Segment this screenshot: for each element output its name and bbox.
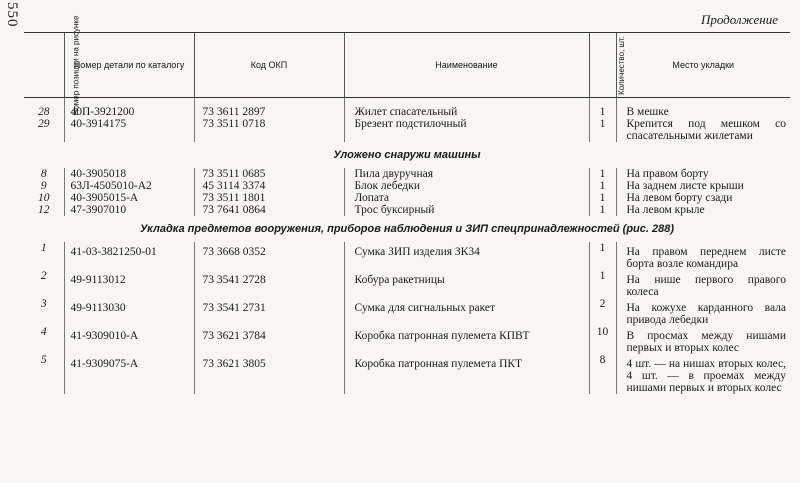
section-title-weapons: Укладка предметов вооружения, приборов наблюдения и ЗИП спецпринадлежностей (рис. 288) <box>139 223 675 235</box>
cell-okp-code: 73 3541 2731 <box>194 298 344 326</box>
cell-name: Коробка патронная пулемета ПКТ <box>344 354 589 394</box>
cell-name: Жилет спасательный <box>344 106 589 118</box>
cell-storage-place: В мешке <box>616 106 790 118</box>
cell-part-number: 47-3907010 <box>64 204 194 216</box>
section-title-outside: Уложено снаружи машины <box>333 149 481 161</box>
table-row <box>24 298 790 326</box>
cell-name: Пила двуручная <box>344 168 589 180</box>
cell-storage-place: На кожухе карданного вала привода лебедки <box>616 298 790 326</box>
cell-name: Сумка для сигнальных ракет <box>344 298 589 326</box>
cell-storage-place: На нише первого правого колеса <box>616 270 790 298</box>
cell-part-number: 40-3905018 <box>64 168 194 180</box>
cell-part-number: 49-9113012 <box>64 270 194 298</box>
cell-quantity: 8 <box>589 354 616 394</box>
cell-name: Сумка ЗИП изделия ЗК34 <box>344 242 589 270</box>
cell-position: 1 <box>40 242 47 254</box>
table-row <box>24 192 790 204</box>
header-part-number: Номер детали по каталогу <box>64 33 194 98</box>
cell-okp-code: 73 3668 0352 <box>194 242 344 270</box>
header-name: Наименование <box>344 33 589 98</box>
cell-part-number: 63Л-4505010-А2 <box>64 180 194 192</box>
cell-quantity: 1 <box>589 192 616 204</box>
cell-position: 8 <box>40 168 47 180</box>
cell-quantity: 1 <box>589 118 616 142</box>
cell-name: Блок лебедки <box>344 180 589 192</box>
cell-okp-code: 73 3511 1801 <box>194 192 344 204</box>
cell-name: Трос буксирный <box>344 204 589 216</box>
cell-quantity: 1 <box>589 242 616 270</box>
header-row <box>24 33 790 98</box>
table-row <box>24 180 790 192</box>
cell-position: 28 <box>38 106 50 118</box>
cell-okp-code: 73 3611 2897 <box>194 106 344 118</box>
cell-quantity: 1 <box>589 168 616 180</box>
cell-part-number: 41-9309075-А <box>64 354 194 394</box>
cell-quantity: 2 <box>589 298 616 326</box>
cell-part-number: 40-3905015-А <box>64 192 194 204</box>
cell-okp-code: 73 3511 0718 <box>194 118 344 142</box>
header-okp-code: Код ОКП <box>194 33 344 98</box>
cell-part-number: 41-9309010-А <box>64 326 194 354</box>
cell-position: 9 <box>40 180 47 192</box>
cell-position: 5 <box>40 354 47 366</box>
cell-name: Кобура ракетницы <box>344 270 589 298</box>
header-storage-place: Место укладки <box>616 33 790 98</box>
table-row <box>24 242 790 270</box>
cell-name: Лопата <box>344 192 589 204</box>
cell-okp-code: 73 3621 3784 <box>194 326 344 354</box>
cell-quantity: 10 <box>589 326 616 354</box>
cell-okp-code: 73 3541 2728 <box>194 270 344 298</box>
cell-storage-place: На правом переднем листе борта возле командира <box>616 242 790 270</box>
cell-storage-place: В просмах между нишами первых и вторых колес <box>616 326 790 354</box>
page-number: 550 <box>4 2 20 28</box>
cell-part-number: 40П-3921200 <box>64 106 194 118</box>
cell-okp-code: 73 3621 3805 <box>194 354 344 394</box>
cell-position: 10 <box>38 192 50 204</box>
cell-storage-place: 4 шт. — на нишах вторых колес, 4 шт. — в проемах между нишами первых и вторых колес <box>616 354 790 394</box>
table-row <box>24 354 790 394</box>
cell-part-number: 41-03-3821250-01 <box>64 242 194 270</box>
cell-name: Коробка патронная пулемета КПВТ <box>344 326 589 354</box>
cell-okp-code: 45 3114 3374 <box>194 180 344 192</box>
cell-storage-place: На левом крыле <box>616 204 790 216</box>
cell-part-number: 49-9113030 <box>64 298 194 326</box>
table-row <box>24 106 790 118</box>
continuation-label: Продолжение <box>700 12 778 27</box>
cell-storage-place: На левом борту сзади <box>616 192 790 204</box>
section-heading-row <box>24 142 790 168</box>
cell-name: Брезент подстилочный <box>344 118 589 142</box>
cell-position: 3 <box>40 298 47 310</box>
cell-okp-code: 73 3511 0685 <box>194 168 344 180</box>
cell-quantity: 1 <box>589 180 616 192</box>
table-row <box>24 118 790 142</box>
table-row <box>24 168 790 180</box>
cell-part-number: 40-3914175 <box>64 118 194 142</box>
table-row <box>24 204 790 216</box>
header-position: Номер позиции на рисунке <box>24 33 64 98</box>
cell-okp-code: 73 7641 0864 <box>194 204 344 216</box>
cell-position: 12 <box>38 204 50 216</box>
header-quantity: Количество, шт. <box>589 33 616 98</box>
table-row <box>24 270 790 298</box>
table-row <box>24 326 790 354</box>
cell-position: 29 <box>38 118 50 130</box>
cell-storage-place: На заднем листе крыши <box>616 180 790 192</box>
cell-quantity: 1 <box>589 270 616 298</box>
cell-storage-place: Крепится под мешком со спасательными жилетами <box>616 118 790 142</box>
cell-quantity: 1 <box>589 106 616 118</box>
cell-position: 4 <box>40 326 47 338</box>
cell-position: 2 <box>40 270 47 282</box>
cell-quantity: 1 <box>589 204 616 216</box>
cell-storage-place: На правом борту <box>616 168 790 180</box>
section-heading-row <box>24 216 790 242</box>
